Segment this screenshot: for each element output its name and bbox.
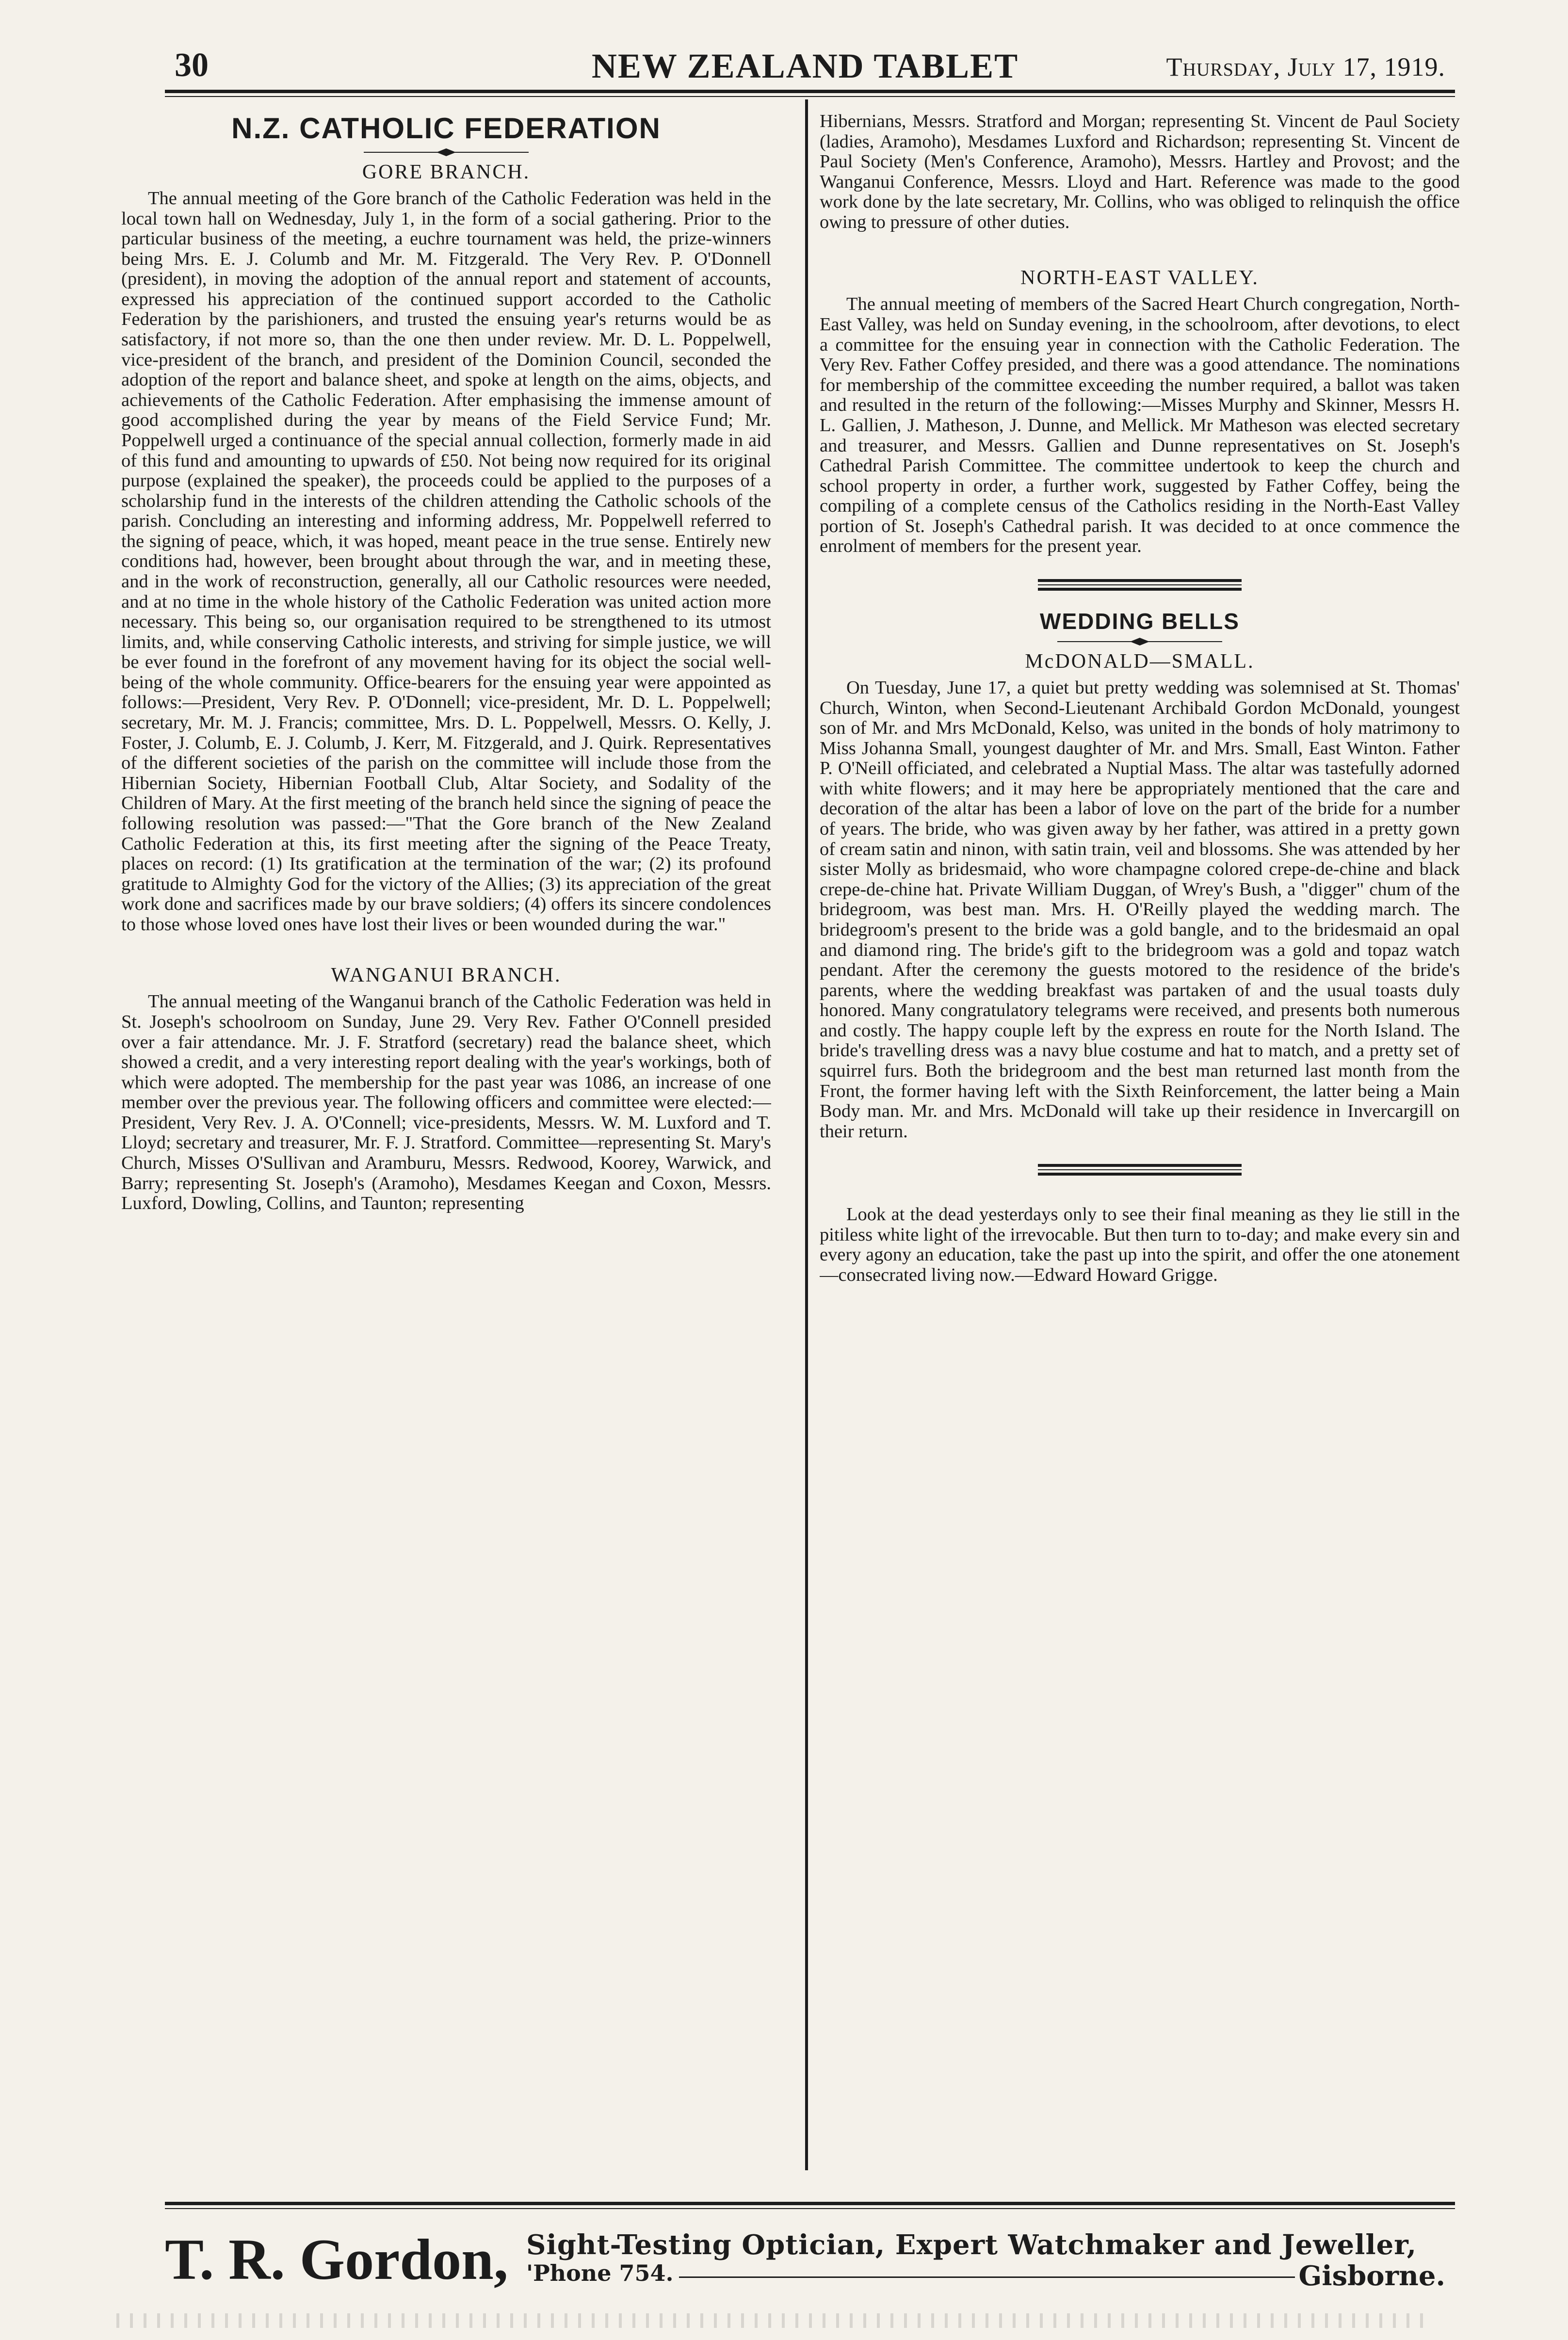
gordon-advertisement (165, 2226, 1455, 2292)
grigge-quote: Look at the dead yesterdays only to see their final meaning as they lie still in the pitiless white light of the irrevocable. But then turn to to-day; and make every sin and every agony an education, take the past up into the spirit, and offer the one atonement—consecrated living now.—Edward Howard Grigge. (820, 1204, 1460, 1286)
page-header (165, 46, 1445, 90)
wedding-bells-title: WEDDING BELLS (1040, 608, 1240, 634)
ornament-divider-icon (1057, 637, 1222, 646)
footer-rule-thin (165, 2208, 1455, 2209)
left-column (121, 112, 771, 2173)
gore-branch-heading: GORE BRANCH. (362, 161, 531, 183)
wanganui-continuation-paragraph: Hibernians, Messrs. Stratford and Morgan; representing St. Vincent de Paul Society (ladies, Aramoho), Mesdames Luxford and Richardson; representing St. Vincent de Paul Society (Men's Conference, Aramoho), Messrs. Hartley and Provost; and the Wanganui Conference, Messrs. Lloyd and Hart. Reference was made to the good work done by the late secretary, Mr. Collins, who was obliged to relinquish the office owing to pressure of other duties. (820, 112, 1460, 232)
column-divider (805, 99, 808, 2170)
page-number: 30 (175, 47, 209, 84)
advertiser-trades: Sight-Testing Optician, Expert Watchmaker and Jeweller, (526, 2229, 1417, 2261)
header-rule-thin (165, 96, 1455, 97)
masthead: NEW ZEALAND TABLET (591, 47, 1019, 85)
advertisement-dash-rule (679, 2276, 1295, 2278)
print-bleed-texture (116, 2313, 1426, 2328)
header-rule-thick (165, 90, 1455, 93)
footer-rule-thick (165, 2202, 1455, 2205)
north-east-valley-heading: NORTH-EAST VALLEY. (1020, 267, 1259, 290)
wanganui-branch-paragraph: The annual meeting of the Wanganui branch of the Catholic Federation was held in St. Joseph's schoolroom on Sunday, June 29. Very Rev. Father O'Connell presided over a fair attendance. Mr. J. F. Stratford (secretary) read the balance sheet, which showed a credit, and a very interesting report dealing with the year's workings, both of which were adopted. The membership for the past year was 1086, an increase of one member over the previous year. The following officers and committee were elected:—President, Very Rev. J. A. O'Connell; vice-presidents, Messrs. W. M. Luxford and T. Lloyd; secretary and treasurer, Mr. F. J. Stratford. Committee—representing St. Mary's Church, Misses O'Sullivan and Aramburu, Messrs. Redwood, Koorey, Warwick, and Barry; representing St. Joseph's (Aramoho), Mesdames Keegan and Coxon, Messrs. Luxford, Dowling, Collins, and Taunton; representing (121, 991, 771, 1214)
ornament-divider-icon (364, 148, 529, 157)
catholic-federation-title: N.Z. CATHOLIC FEDERATION (231, 112, 661, 145)
gore-branch-paragraph: The annual meeting of the Gore branch of the Catholic Federation was held in the local town hall on Wednesday, July 1, in the form of a social gathering. Prior to the particular business of the meeting, a euchre tournament was held, the prize-winners being Mrs. E. J. Columb and Mr. M. Fitzgerald. The Very Rev. P. O'Donnell (president), in moving the adoption of the annual report and statement of accounts, expressed his appreciation of the continued support accorded to the Catholic Federation by the parishioners, and trusted the ensuing year's returns would be as satisfactory, if not more so, than the one then under review. Mr. D. L. Poppelwell, vice-president of the branch, and president of the Dominion Council, seconded the adoption of the report and balance sheet, and spoke at length on the aims, objects, and achievements of the Catholic Federation. After emphasising the immense amount of good accomplished during the year by means of the Field Service Fund; Mr. Poppelwell urged a continuance of the special annual collection, formerly made in aid of this fund and amounting to upwards of £50. Not being now required for its original purpose (explained the speaker), the proceeds could be applied to the purposes of a scholarship fund in the interests of the children attending the Catholic schools of the parish. Concluding an interesting and informing address, Mr. Poppelwell referred to the signing of peace, which, it was hoped, meant peace in the true sense. Entirely new conditions had, however, been brought about through the war, and in meeting these, and in the work of reconstruction, generally, all our Catholic resources were needed, and at no time in the whole history of the Catholic Federation was united action more necessary. This being so, our organisation required to be strengthened to its utmost limits, and, while conserving Catholic interests, and striving for simple justice, we will be ever found in the forefront of any movement having for its object the social well-being of the whole community. Office-bearers for the ensuing year were appointed as follows:—President, Very Rev. P. O'Donnell; vice-president, Mr. D. L. Poppelwell; secretary, Mr. M. J. Francis; committee, Mrs. D. L. Poppelwell, Messrs. O. Kelly, J. Foster, J. Columb, E. J. Columb, J. Kerr, M. Fitzgerald, and J. Quirk. Representatives of the different societies of the parish on the committee will include those from the Hibernian Society, Hibernian Football Club, Altar Society, and Sodality of the Children of Mary. At the first meeting of the branch held since the signing of peace the following resolution was passed:—"That the Gore branch of the New Zealand Catholic Federation at this, its first meeting after the signing of the Peace Treaty, places on record: (1) Its gratification at the termination of the war; (2) its profound gratitude to Almighty God for the victory of the Allies; (3) its appreciation of the great work done and sacrifices made by our brave soldiers; (4) offers its sincere condolences to those whose loved ones have lost their lives or been wounded during the war." (121, 188, 771, 935)
advertiser-phone: 'Phone 754. (526, 2260, 674, 2286)
advertiser-name: T. R. Gordon, (165, 2227, 508, 2292)
issue-date: Thursday, July 17, 1919. (1166, 52, 1445, 81)
advertiser-place: Gisborne. (1298, 2260, 1445, 2292)
north-east-valley-paragraph: The annual meeting of members of the Sacred Heart Church congregation, North-East Valley, was held on Sunday evening, in the schoolroom, after devotions, to elect a committee for the ensuing year in connection with the Catholic Federation. The Very Rev. Father Coffey presided, and there was a good attendance. The nominations for membership of the committee exceeding the number required, a ballot was taken and resulted in the return of the following:—Misses Murphy and Skinner, Messrs H. L. Gallien, J. Matheson, J. Dunne, and Mellick. Mr Matheson was elected secretary and treasurer, and Messrs. Gallien and Dunne representatives on St. Joseph's Cathedral Parish Committee. The committee undertook to keep the church and school property in order, a further work, suggested by Father Coffey, being the compiling of a complete census of the Catholics residing in the North-East Valley portion of St. Joseph's Cathedral parish. It was decided to at once commence the enrolment of members for the present year. (820, 294, 1460, 557)
wedding-paragraph: On Tuesday, June 17, a quiet but pretty wedding was solemnised at St. Thomas' Church, Winton, when Second-Lieutenant Archibald Gordon McDonald, youngest son of Mr. and Mrs McDonald, Kelso, was united in the bonds of holy matrimony to Miss Johanna Small, youngest daughter of Mr. and Mrs. Small, East Winton. Father P. O'Neill officiated, and celebrated a Nuptial Mass. The altar was tastefully adorned with white flowers; and it may here be appropriately mentioned that the care and decoration of the altar has been a labor of love on the part of the bride for a number of years. The bride, who was given away by her father, was attired in a pretty gown of cream satin and ninon, with satin train, veil and blossoms. She was attended by her sister Molly as bridesmaid, who wore champagne colored crepe-de-chine and black crepe-de-chine hat. Private William Duggan, of Wrey's Bush, a "digger" chum of the bridegroom, was best man. Mrs. H. O'Reilly played the wedding march. The bridegroom's present to the bride was a gold bangle, and to the bridesmaid an opal and diamond ring. The bride's gift to the bridegroom was a gold and topaz watch pendant. After the ceremony the guests motored to the residence of the bride's parents, where the wedding breakfast was partaken of and the usual toasts duly honored. Many congratulatory telegrams were received, and presents both numerous and costly. The happy couple left by the express en route for the North Island. The bride's travelling dress was a navy blue costume and hat to match, and a pretty set of squirrel furs. Both the bridegroom and the best man returned last month from the Front, the former having left with the Sixth Reinforcement, the latter being a Main Body man. Mr. and Mrs. McDonald will take up their residence in Invercargill on their return. (820, 677, 1460, 1142)
wedding-heading: McDONALD—SMALL. (1025, 650, 1255, 673)
wanganui-branch-heading: WANGANUI BRANCH. (331, 964, 562, 987)
section-separator (1038, 579, 1242, 591)
right-column (820, 112, 1460, 2173)
section-separator (1038, 1164, 1242, 1176)
